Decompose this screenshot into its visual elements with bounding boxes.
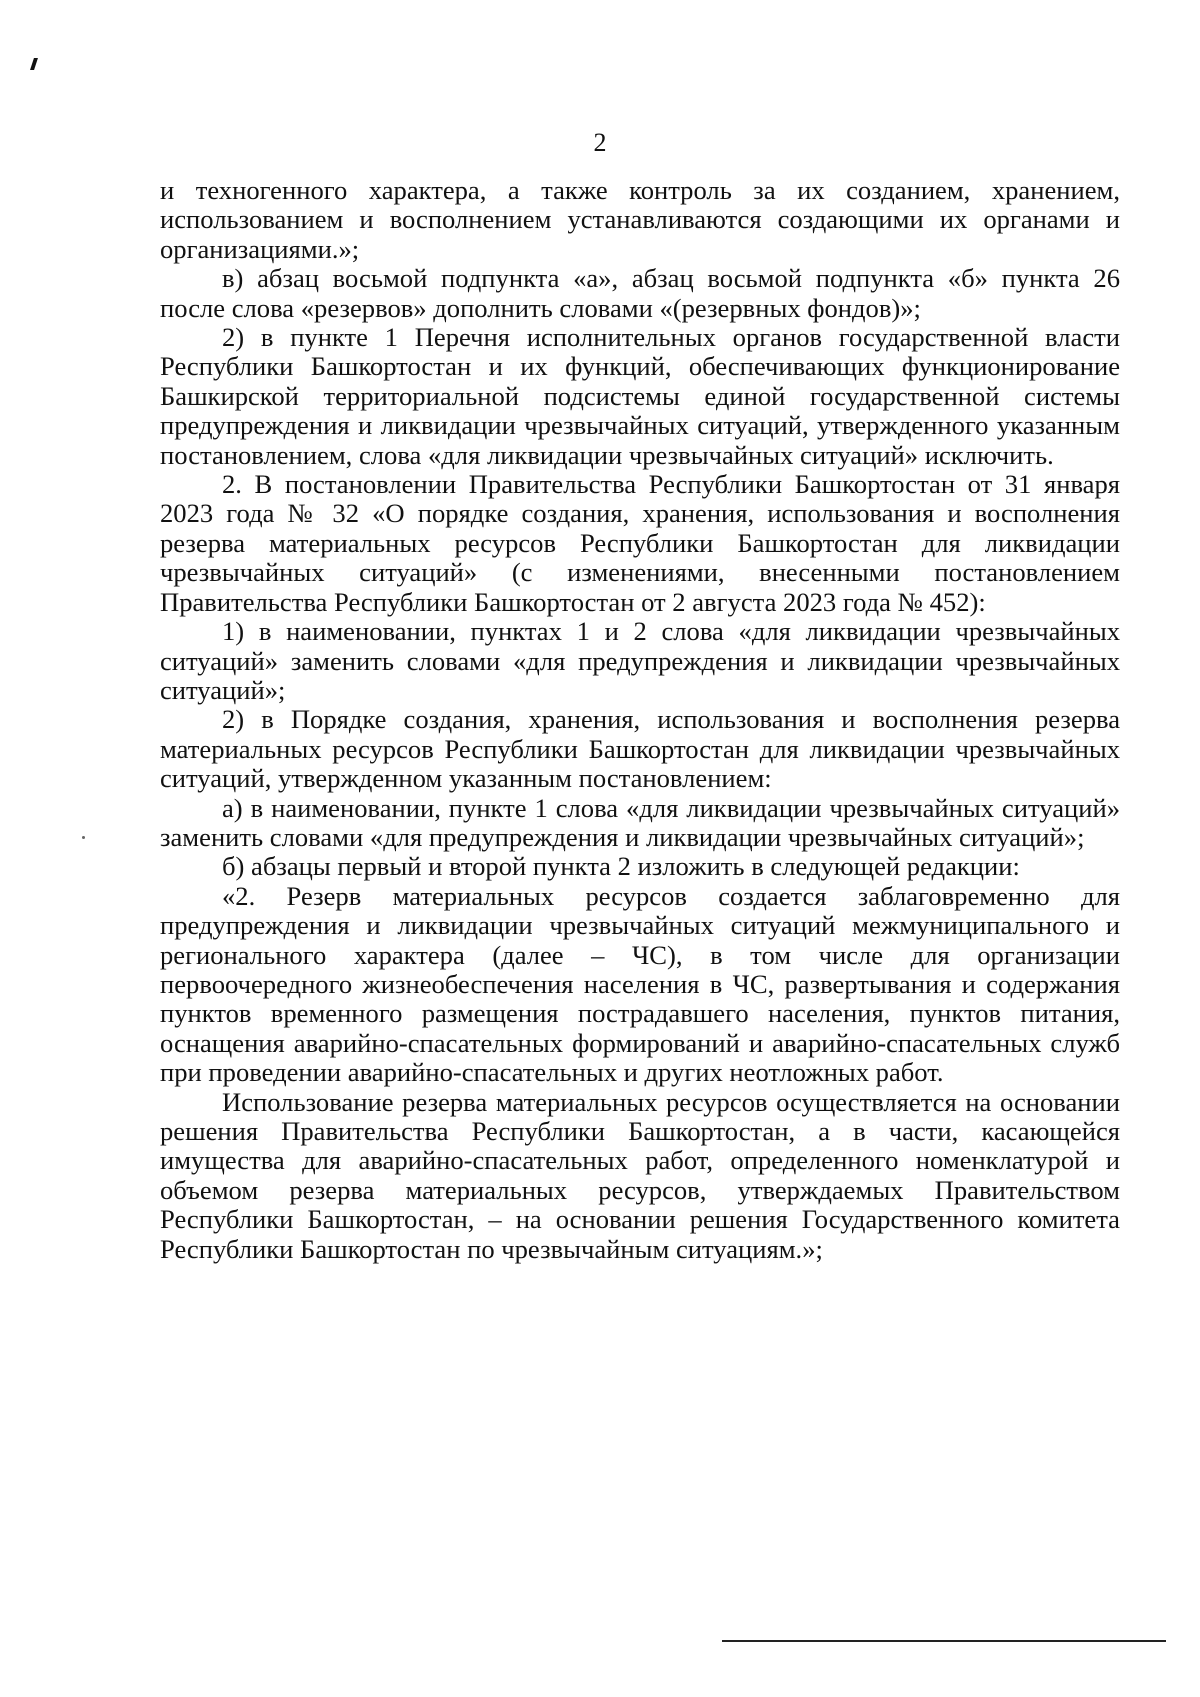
paragraph-continuation: и техногенного характера, а также контроль за их созданием, хранением, использованием и восполнением устанавливаются создающими их органами и организациями.»; bbox=[160, 175, 1120, 264]
paragraph-quoted-point-2: «2. Резерв материальных ресурсов создается заблаговременно для предупреждения и ликвидации чрезвычайных ситуаций межмуниципального и регионального характера (далее – ЧС), в том числе для организации первоочередного жизнеобеспечения населения в ЧС, развертывания и содержания пунктов временного размещения пострадавшего населения, пунктов питания, оснащения аварийно-спасательных формирований и аварийно-спасательных служб при проведении аварийно-спасательных и других неотложных работ. bbox=[160, 880, 1120, 1088]
paragraph-item-v: в) абзац восьмой подпункта «а», абзац восьмой подпункта «б» пункта 26 после слова «резервов» дополнить словами «(резервных фондов)»; bbox=[160, 263, 1120, 323]
scan-mark bbox=[30, 58, 38, 70]
page-number: 2 bbox=[593, 128, 607, 157]
document-body bbox=[160, 176, 1120, 1264]
paragraph-quoted-usage: Использование резерва материальных ресурсов осуществляется на основании решения Правительства Республики Башкортостан, а в части, касающейся имущества для аварийно-спасательных работ, определенного номенклатурой и объемом резерва материальных ресурсов, утверждаемых Правительством Республики Башкортостан, – на основании решения Государственного комитета Республики Башкортостан по чрезвычайным ситуациям.»; bbox=[160, 1086, 1120, 1264]
paragraph-item-1: 1) в наименовании, пунктах 1 и 2 слова «для ликвидации чрезвычайных ситуаций» заменить словами «для предупреждения и ликвидации чрезвычайных ситуаций»; bbox=[160, 616, 1120, 705]
paragraph-item-2-order: 2) в Порядке создания, хранения, использования и восполнения резерва материальных ресурсов Республики Башкортостан для ликвидации чрезвычайных ситуаций, утвержденном указанным постановлением: bbox=[160, 704, 1120, 794]
footer-rule bbox=[722, 1640, 1166, 1642]
scan-speck bbox=[82, 836, 85, 839]
paragraph-item-a: а) в наименовании, пункте 1 слова «для ликвидации чрезвычайных ситуаций» заменить словами «для предупреждения и ликвидации чрезвычайных ситуаций»; bbox=[160, 792, 1120, 852]
paragraph-item-2-list: 2) в пункте 1 Перечня исполнительных органов государственной власти Республики Башкортостан и их функций, обеспечивающих функционирование Башкирской территориальной подсистемы единой государственной системы предупреждения и ликвидации чрезвычайных ситуаций, утвержденного указанным постановлением, слова «для ликвидации чрезвычайных ситуаций» исключить. bbox=[160, 322, 1120, 470]
paragraph-item-b: б) абзацы первый и второй пункта 2 изложить в следующей редакции: bbox=[222, 851, 1020, 882]
paragraph-section-2: 2. В постановлении Правительства Республики Башкортостан от 31 января 2023 года № 32 «О порядке создания, хранения, использования и восполнения резерва материальных ресурсов Республики Башкортостан для ликвидации чрезвычайных ситуаций» (с изменениями, внесенными постановлением Правительства Республики Башкортостан от 2 августа 2023 года № 452): bbox=[160, 469, 1120, 617]
